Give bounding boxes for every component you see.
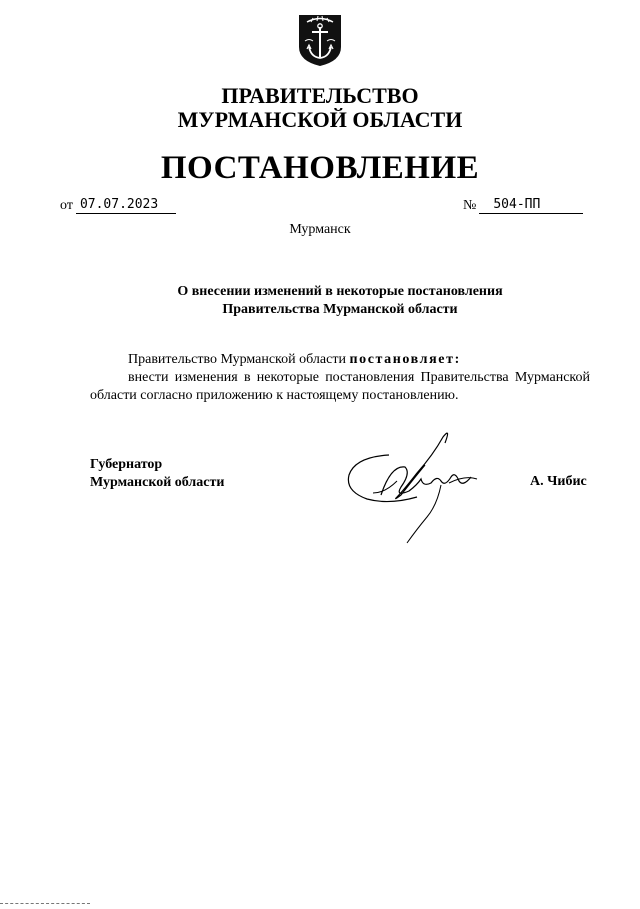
document-type-heading: ПОСТАНОВЛЕНИЕ bbox=[160, 150, 480, 186]
handwritten-signature-icon bbox=[345, 425, 480, 550]
signer-title bbox=[90, 456, 224, 492]
government-title bbox=[0, 84, 640, 132]
preamble-lead: Правительство Мурманской области bbox=[128, 352, 350, 367]
preamble-keyword: постановляет: bbox=[349, 352, 461, 367]
scan-edge-mark bbox=[0, 903, 90, 906]
government-title-line1: ПРАВИТЕЛЬСТВО bbox=[221, 83, 419, 108]
date-prefix: от bbox=[60, 198, 73, 213]
document-number bbox=[463, 197, 583, 214]
date-value: 07.07.2023 bbox=[76, 197, 176, 214]
document-date bbox=[60, 197, 176, 214]
signer-title-line1: Губернатор bbox=[90, 457, 163, 472]
murmansk-coat-of-arms-icon bbox=[297, 13, 343, 67]
number-prefix: № bbox=[463, 198, 477, 213]
number-value: 504-ПП bbox=[479, 197, 583, 214]
subject-line1: О внесении изменений в некоторые постановления bbox=[177, 284, 503, 299]
document-subject bbox=[0, 283, 640, 319]
city-name: Мурманск bbox=[289, 222, 351, 237]
signer-name: А. Чибис bbox=[530, 474, 587, 489]
resolution-body: внести изменения в некоторые постановления Правительства Мурманской области согласно приложению к настоящему постановлению. bbox=[90, 370, 590, 403]
government-title-line2: МУРМАНСКОЙ ОБЛАСТИ bbox=[177, 107, 463, 132]
resolution-preamble bbox=[90, 351, 590, 369]
subject-line2: Правительства Мурманской области bbox=[222, 302, 458, 317]
signer-title-line2: Мурманской области bbox=[90, 475, 225, 490]
